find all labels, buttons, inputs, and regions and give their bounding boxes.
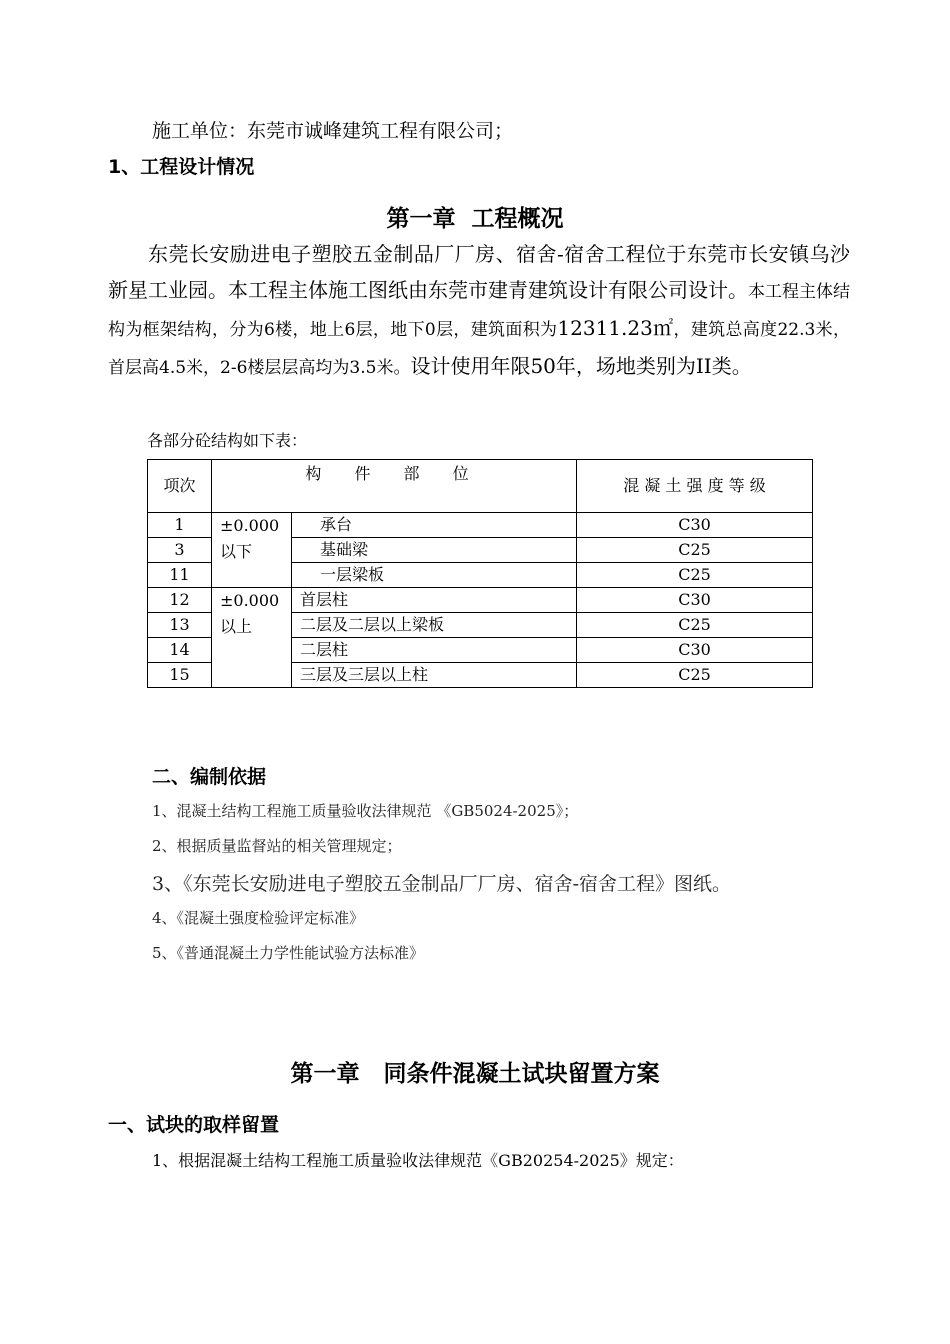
row-grade: C30 <box>577 638 813 663</box>
row-grade: C25 <box>577 663 813 688</box>
row-no: 13 <box>148 613 212 638</box>
reference-item: 5、《普通混凝土力学性能试验方法标准》 <box>152 944 425 962</box>
concrete-grade-table <box>147 459 813 688</box>
table-row <box>148 588 813 613</box>
construction-unit-line: 施工单位：东莞市诚峰建筑工程有限公司； <box>152 120 514 142</box>
row-no: 1 <box>148 513 212 538</box>
row-grade: C25 <box>577 538 813 563</box>
overview-text-3: ，建筑总高度22.3米，首层高4.5米，2-6楼层层高均为3.5米。 <box>108 320 850 378</box>
row-grade: C25 <box>577 563 813 588</box>
group-above-zero: ±0.000以上 <box>212 588 292 688</box>
reference-item: 2、根据质量监督站的相关管理规定； <box>152 837 402 855</box>
row-component: 二层及二层以上梁板 <box>292 613 577 638</box>
row-grade: C30 <box>577 588 813 613</box>
section-heading-sampling: 一、试块的取样留置 <box>108 1114 280 1136</box>
reference-item: 1、混凝土结构工程施工质量验收法律规范 《GB5024-2025》； <box>152 802 579 820</box>
row-no: 15 <box>148 663 212 688</box>
overview-text-2: 本工程主体结构为框架结构，分为6楼，地上6层，地下0层，建筑面积为 <box>108 282 850 340</box>
project-overview-paragraph <box>108 236 850 386</box>
row-component: 二层柱 <box>292 638 577 663</box>
sampling-item-1: 1、根据混凝土结构工程施工质量验收法律规范《GB20254-2025》规定： <box>152 1151 684 1170</box>
header-component-location: 构 件 部 位 <box>212 460 577 513</box>
table-header-row <box>148 460 813 513</box>
chapter-title-specimen-plan: 第一章 同条件混凝土试块留置方案 <box>290 1061 660 1087</box>
row-no: 12 <box>148 588 212 613</box>
row-grade: C30 <box>577 513 813 538</box>
row-no: 14 <box>148 638 212 663</box>
table-row <box>148 513 813 538</box>
row-no: 11 <box>148 563 212 588</box>
group-below-zero: ±0.000以下 <box>212 513 292 588</box>
overview-text-4: 设计使用年限50年，场地类别为II类。 <box>410 354 752 378</box>
section-heading-basis: 二、编制依据 <box>152 766 267 788</box>
overview-text-1: 东莞长安励进电子塑胶五金制品厂厂房、宿舍-宿舍工程位于东莞市长安镇乌沙新星工业园。本工程主体施工图纸由东莞市建青建筑设计有限公司设计。 <box>108 242 850 302</box>
row-no: 3 <box>148 538 212 563</box>
row-component: 一层梁板 <box>292 563 577 588</box>
row-component: 三层及三层以上柱 <box>292 663 577 688</box>
reference-item: 4、《混凝土强度检验评定标准》 <box>152 909 365 927</box>
chapter-title-overview: 第一章 工程概况 <box>386 206 564 232</box>
row-component: 首层柱 <box>292 588 577 613</box>
row-grade: C25 <box>577 613 813 638</box>
header-concrete-grade: 混 凝 土 强 度 等 级 <box>577 460 813 513</box>
section-heading-design: 1、工程设计情况 <box>108 156 255 178</box>
row-component: 承台 <box>292 513 577 538</box>
header-item-no: 项次 <box>148 460 212 513</box>
reference-item: 3、《东莞长安励进电子塑胶五金制品厂厂房、宿舍-宿舍工程》图纸。 <box>152 873 732 895</box>
row-component: 基础梁 <box>292 538 577 563</box>
table-caption: 各部分砼结构如下表： <box>147 431 308 450</box>
overview-area: 12311.23㎡ <box>557 316 674 340</box>
